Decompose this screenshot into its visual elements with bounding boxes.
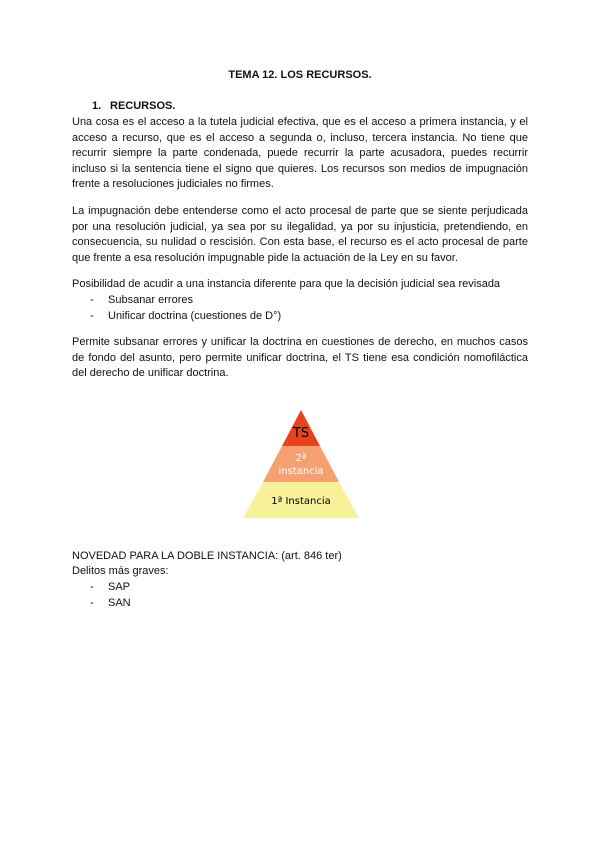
section-title: RECURSOS. xyxy=(110,100,176,112)
instance-pyramid xyxy=(243,410,359,518)
list-courts xyxy=(72,580,528,611)
paragraph-3: Posibilidad de acudir a una instancia diferente para que la decisión judicial sea revisada xyxy=(72,278,501,290)
list-item xyxy=(72,596,528,612)
paragraph-1: Una cosa es el acceso a la tutela judicial efectiva, que es el acceso a primera instancia, y el acceso a recurso, que es el acceso a segunda o, incluso, tercera instancia. No tiene que recurrir siempre la parte condenada, puede recurrir la parte acusadora, puedes recurrir incluso si la sentencia tiene el signo que quieres. Los recursos son medios de impugnación frente a resoluciones judiciales no firmes. xyxy=(72,116,528,190)
bullet-dash: - xyxy=(90,294,94,306)
list-item xyxy=(72,309,528,325)
list-corrections xyxy=(72,293,528,324)
list-item-text: SAN xyxy=(108,596,131,609)
pyramid-top-label: TS xyxy=(292,426,310,441)
pyramid-bottom-label: 1ª Instancia xyxy=(271,496,331,507)
list-item-text: Unificar doctrina (cuestiones de D°) xyxy=(108,309,282,322)
list-item-text: Subsanar errores xyxy=(108,294,193,306)
paragraph-4: Permite subsanar errores y unificar la doctrina en cuestiones de derecho, en muchos casos de fondo del asunto, pero permite unificar doctrina, el TS tiene esa condición nomofiláctica del derecho de unificar doctrina. xyxy=(72,336,528,379)
bullet-dash: - xyxy=(90,596,94,609)
delitos-line: Delitos más graves: xyxy=(72,565,169,577)
section-heading xyxy=(92,99,175,115)
list-item xyxy=(72,293,528,309)
section-number: 1. xyxy=(92,100,102,112)
list-item-text: SAP xyxy=(108,581,131,593)
bullet-dash: - xyxy=(90,309,94,322)
page-title: TEMA 12. LOS RECURSOS. xyxy=(228,69,372,81)
bullet-dash: - xyxy=(90,581,94,593)
novedad-line: NOVEDAD PARA LA DOBLE INSTANCIA: (art. 846 ter) xyxy=(72,550,342,562)
pyramid-middle-label-2: instancia xyxy=(278,466,324,477)
list-item xyxy=(72,580,528,596)
pyramid-middle-label-1: 2ª xyxy=(295,453,307,464)
paragraph-2: La impugnación debe entenderse como el acto procesal de parte que se siente perjudicada por una resolución judicial, ya sea por su ilegalidad, ya por su injusticia, pretendiendo, en consecuencia, su nulidad o rescisión. Con esta base, el recurso es el acto procesal de parte que frente a esa resolución impugnable pide la actuación de la Ley en su favor. xyxy=(72,205,528,264)
